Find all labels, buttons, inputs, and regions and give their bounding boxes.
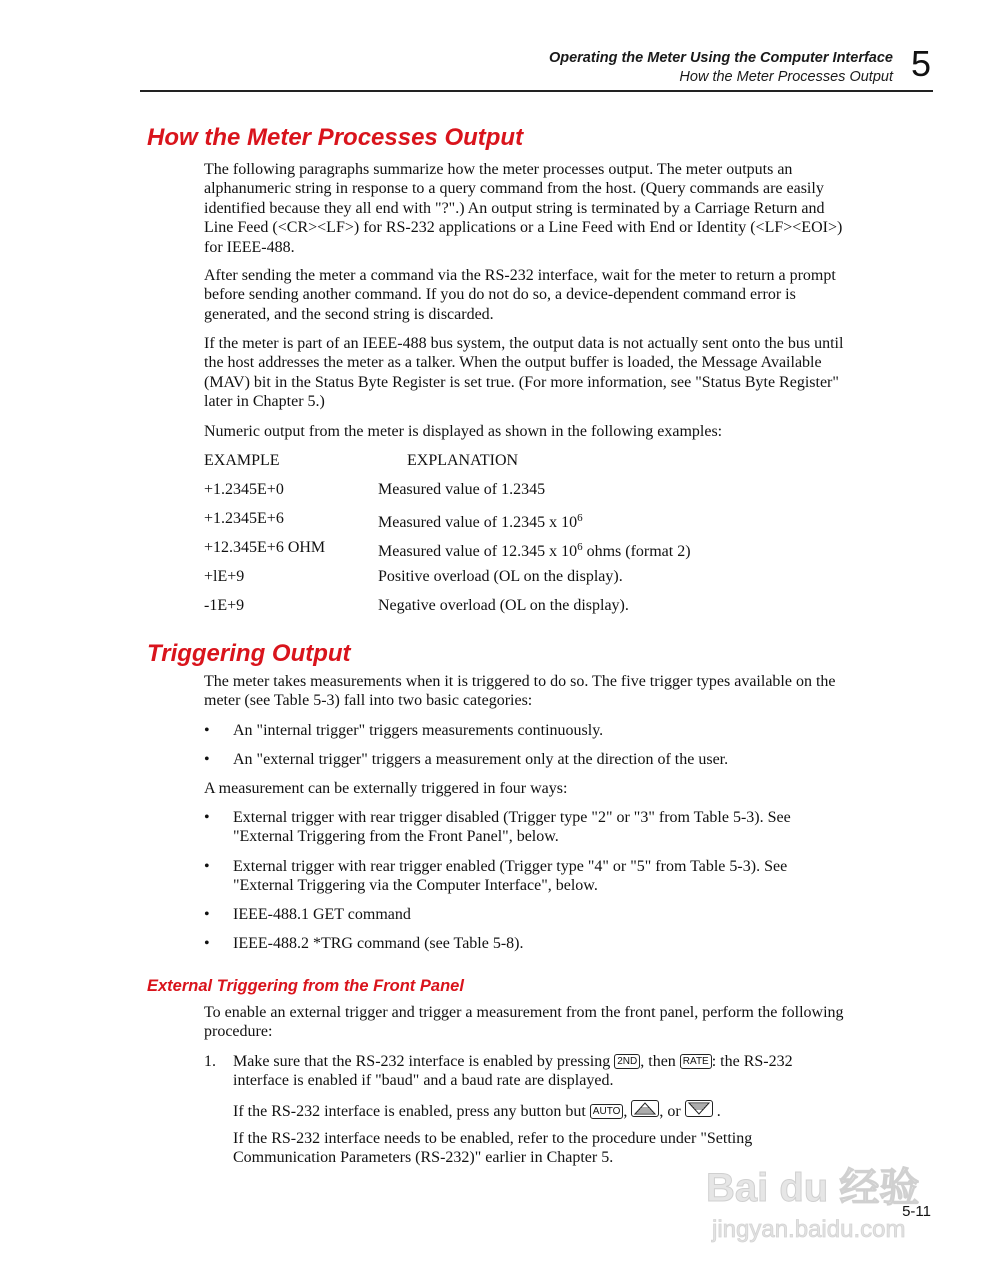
table-row [204, 480, 546, 499]
subsection-heading: External Triggering from the Front Panel [147, 977, 464, 995]
paragraph: A measurement can be externally triggered in four ways: [204, 780, 568, 797]
example-value: -1E+9 [204, 597, 245, 614]
step-paragraph [233, 1100, 853, 1121]
paragraph: The following paragraphs summarize how the meter processes output. The meter outputs an alphanumeric string in response to a query command from the host. (Query commands are easily identified because they all end with "?".) An output string is terminated by a Carriage Return and Line Feed (<CR><LF>) for RS-232 applications or a Line Feed with End or Identity (<LF><EOI>) for IEEE-488. [204, 161, 843, 256]
paragraph: The meter takes measurements when it is triggered to do so. The five trigger types available on the meter (see Table 5-3) fall into two basic categories: [204, 673, 836, 710]
step-text-part: . [712, 1103, 721, 1120]
bullet: • [204, 751, 210, 768]
key-2nd-icon: 2ND [614, 1054, 640, 1069]
running-header [140, 43, 933, 94]
example-value: +12.345E+6 OHM [204, 539, 326, 556]
example-value: +1.2345E+6 [204, 510, 284, 527]
step-text-part: , then [640, 1053, 680, 1070]
exponent: 6 [577, 541, 583, 553]
section-heading-triggering: Triggering Output [147, 640, 351, 667]
explanation-text: Positive overload (OL on the display). [378, 568, 623, 585]
explanation-text: Measured value of 1.2345 x 10 [378, 514, 578, 531]
example-value: +lE+9 [204, 568, 245, 585]
step-text [233, 1052, 843, 1091]
chapter-number: 5 [910, 43, 931, 84]
key-auto-icon: AUTO [590, 1104, 624, 1119]
paragraph: After sending the meter a command via the RS-232 interface, wait for the meter to return a prompt before sending another command. If you do not do so, a device-dependent command error is generated, and the second string is discarded. [204, 267, 836, 323]
range-up-key-icon [631, 1100, 659, 1117]
key-rate-icon: RATE [680, 1054, 712, 1069]
explanation-tail: ohms (format 2) [582, 543, 691, 560]
table-row [204, 596, 629, 615]
paragraph: Numeric output from the meter is displayed as shown in the following examples: [204, 423, 723, 440]
list-item-text: External trigger with rear trigger disabled (Trigger type "2" or "3" from Table 5-3). See "External Triggering from the Front Panel", below. [233, 809, 791, 846]
table-row [204, 509, 583, 531]
list-item-text: External trigger with rear trigger enabled (Trigger type "4" or "5" from Table 5-3). See "External Triggering via the Computer Interface", below. [233, 858, 788, 895]
page-number: 5-11 [902, 1203, 931, 1220]
exponent: 6 [577, 512, 583, 524]
paragraph: To enable an external trigger and trigger a measurement from the front panel, perform the following procedure: [204, 1004, 844, 1041]
table-header-row [204, 451, 519, 470]
step-text-part: : the RS-232 interface is enabled if "baud" and a baud rate are displayed. [233, 1053, 793, 1090]
step-text-part: , or [659, 1103, 685, 1120]
table-row [204, 567, 623, 586]
table-row [204, 538, 691, 560]
table-header-example: EXAMPLE [204, 452, 280, 469]
step-paragraph: If the RS-232 interface needs to be enabled, refer to the procedure under "Setting Communication Parameters (RS-232)" earlier in Chapter 5. [233, 1130, 753, 1167]
header-rule [140, 90, 933, 92]
step-text-part: , [623, 1103, 632, 1120]
section-heading-output: How the Meter Processes Output [147, 124, 524, 151]
watermark-brand: Bai du 经验 [706, 1166, 920, 1210]
bullet: • [204, 858, 210, 875]
step-text-part: If the RS-232 interface is enabled, press any button but [233, 1103, 590, 1120]
explanation-text: Measured value of 1.2345 [378, 481, 546, 498]
section-title: How the Meter Processes Output [679, 69, 893, 85]
bullet: • [204, 906, 210, 923]
bullet: • [204, 935, 210, 952]
paragraph: If the meter is part of an IEEE-488 bus system, the output data is not actually sent onto the bus until the host addresses the meter as a talker. When the output buffer is loaded, the Message Available (MAV) bit in the Status Byte Register is set true. (For more information, see "Status Byte Register" later in Chapter 5.) [204, 335, 844, 411]
list-item-text: An "internal trigger" triggers measurements continuously. [233, 722, 604, 739]
explanation-text: Negative overload (OL on the display). [378, 597, 629, 614]
bullet: • [204, 722, 210, 739]
watermark-url: jingyan.baidu.com [712, 1216, 906, 1243]
explanation-text: Measured value of 12.345 x 10 [378, 543, 578, 560]
list-item-text: An "external trigger" triggers a measurement only at the direction of the user. [233, 751, 729, 768]
step-text-part: Make sure that the RS-232 interface is enabled by pressing [233, 1053, 615, 1070]
table-header-explanation: EXPLANATION [407, 452, 519, 469]
chapter-title: Operating the Meter Using the Computer Interface [548, 50, 893, 66]
example-value: +1.2345E+0 [204, 481, 284, 498]
list-item-text: IEEE-488.1 GET command [233, 906, 411, 923]
list-item-text: IEEE-488.2 *TRG command (see Table 5-8). [233, 935, 524, 952]
watermark-logo [700, 1145, 940, 1245]
step-number: 1. [204, 1053, 216, 1070]
bullet: • [204, 809, 210, 826]
range-down-key-icon [685, 1100, 713, 1117]
